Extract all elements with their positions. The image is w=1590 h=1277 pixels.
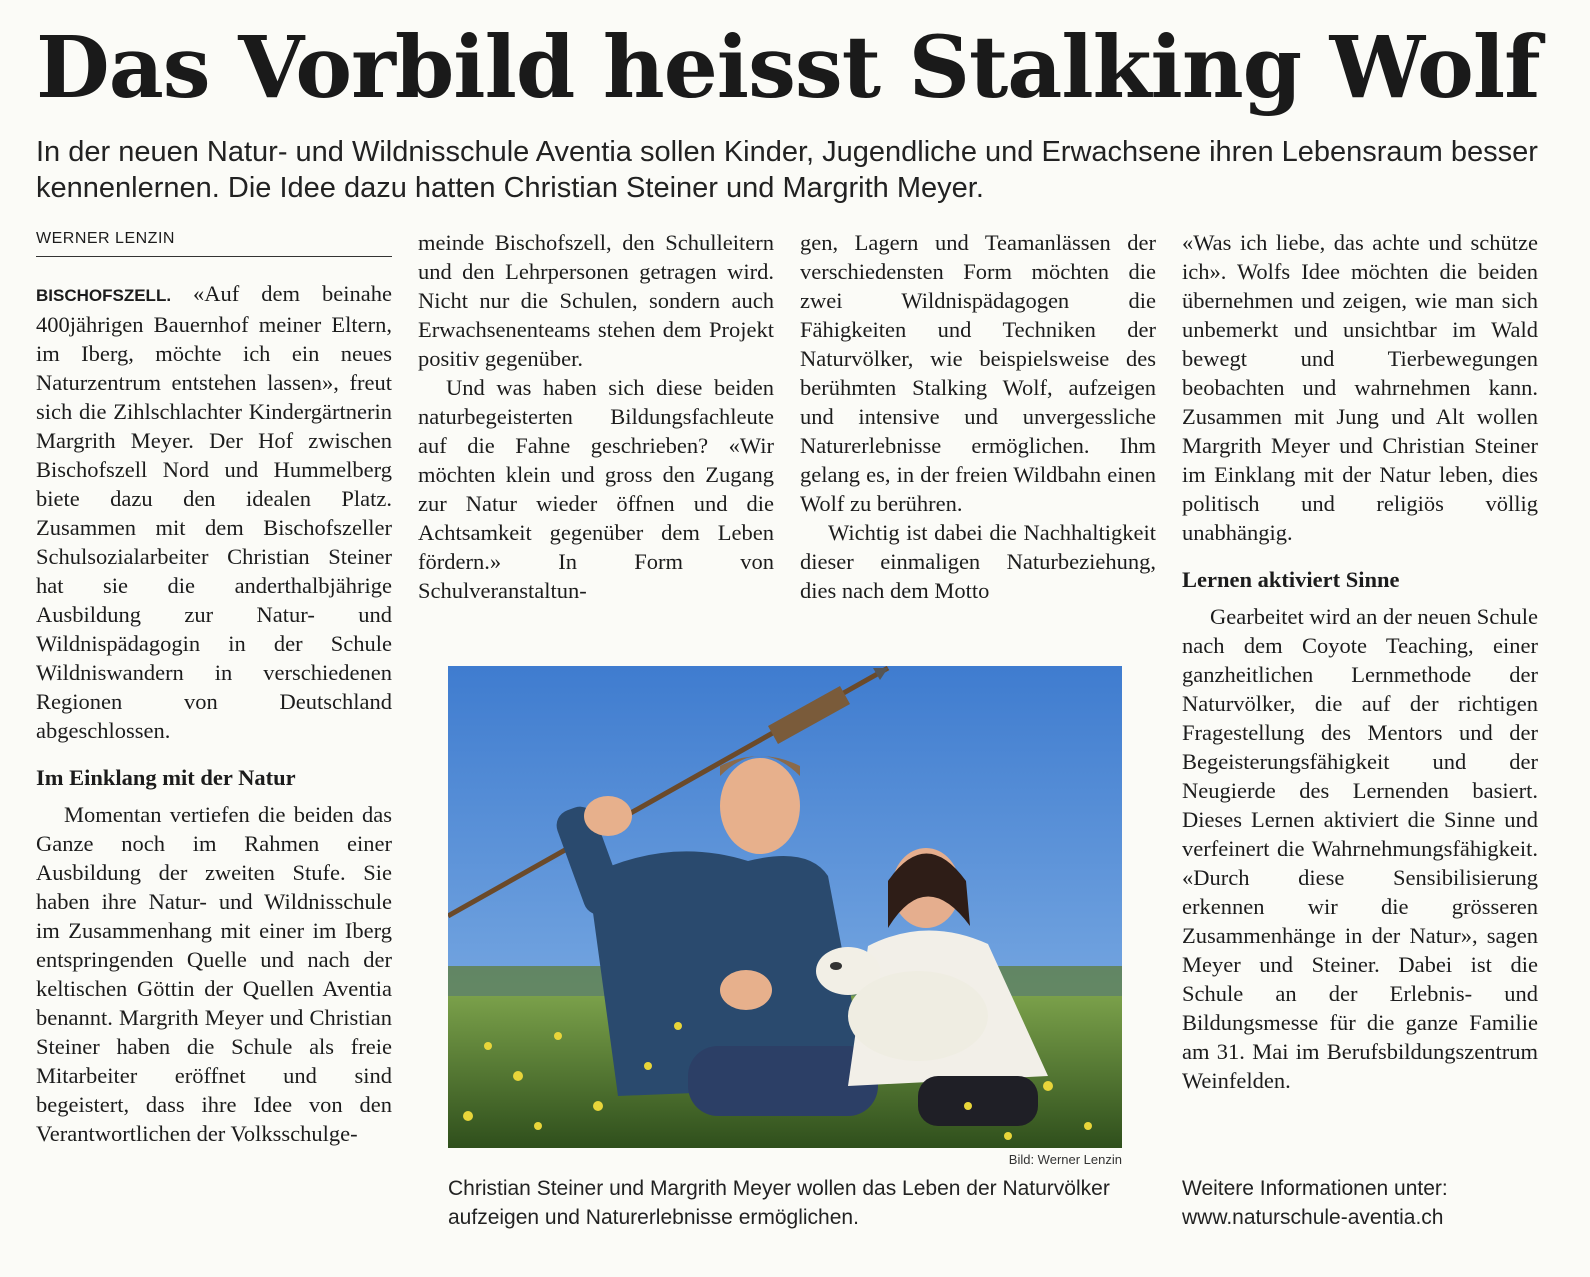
paragraph: Und was haben sich diese beiden naturbegeisterten Bildungsfachleute auf die Fahne geschrieben? «Wir möchten klein und gross den Zugang zur Natur wieder öffnen und die Achtsamkeit gegenüber dem Leben fördern.» In Form von Schulveranstaltun- [418, 375, 774, 603]
paragraph: Wichtig ist dabei die Nachhaltigkeit dieser einmaligen Naturbeziehung, dies nach dem Motto [800, 520, 1156, 603]
paragraph: gen, Lagern und Teamanlässen der verschiedensten Form möchten die zwei Wildnispädagogen die Fähigkeiten und Techniken der Naturvölker, wie beispielsweise des berühmten Stalking Wolf, aufzeigen und intensive und unvergessliche Naturerlebnisse ermöglichen. Ihm gelang es, in der freien Wildbahn einen Wolf zu berühren. [800, 230, 1156, 516]
article-column-3 [800, 228, 1156, 605]
website-link[interactable]: www.naturschule-aventia.ch [1182, 1206, 1444, 1229]
photo-credit: Bild: Werner Lenzin [1008, 1152, 1122, 1167]
dateline: BISCHOFSZELL. [36, 286, 172, 305]
info-box [1182, 1174, 1552, 1232]
lead-paragraph: In der neuen Natur- und Wildnisschule Aventia sollen Kinder, Jugendliche und Erwachsene ihren Lebensraum besser kennenlernen. Die Idee dazu hatten Christian Steiner und Margrith Meyer. [36, 136, 1538, 204]
paragraph: Gearbeitet wird an der neuen Schule nach dem Coyote Teaching, einer ganzheitlichen Lernmethode der Naturvölker, die auf der richtigen Fragestellung des Mentors und der Begeisterungsfähigkeit und der Neugierde des Lernenden basiert. Dieses Lernen aktiviert die Sinne und verfeinert die Wahrnehmungsfähigkeit. «Durch diese Sensibilisierung erkennen wir die grösseren Zusammenhänge in der Natur», sagen Meyer und Steiner. Dabei ist die Schule an der Erlebnis- und Bildungsmesse für die ganze Familie am 31. Mai im Berufsbildungszentrum Weinfelden. [1182, 604, 1538, 1093]
article-photo [448, 666, 1122, 1148]
article-column-2 [418, 228, 774, 605]
subhead-lernen: Lernen aktiviert Sinne [1182, 567, 1400, 592]
subhead-einklang: Im Einklang mit der Natur [36, 765, 296, 790]
paragraph: meinde Bischofszell, den Schulleitern und den Lehrpersonen getragen wird. Nicht nur die Schulen, sondern auch Erwachsenenteams stehen dem Projekt positiv gegenüber. [418, 230, 774, 371]
intro-text: «Auf dem beinahe 400jährigen Bauernhof meiner Eltern, im Iberg, möchte ich ein neues Naturzentrum entstehen lassen», freut sich die Zihlschlachter Kindergärtnerin Margrith Meyer. Der Hof zwischen Bischofszell Nord und Hummelberg biete dazu den idealen Platz. Zusammen mit dem Bischofszeller Schulsozialarbeiter Christian Steiner hat sie die anderthalbjährige Ausbildung zur Natur- und Wildnispädagogin in der Schule Wildniswandern in verschiedenen Regionen von Deutschland abgeschlossen. [36, 281, 392, 743]
article-column-1 [36, 228, 392, 1148]
paragraph: Momentan vertiefen die beiden das Ganze noch im Rahmen einer Ausbildung der zweiten Stufe. Sie haben ihre Natur- und Wildnisschule im Zusammenhang mit einer im Iberg entspringenden Quelle und nach der keltischen Göttin der Quellen Aventia benannt. Margrith Meyer und Christian Steiner haben die Schule als freie Mitarbeiter eröffnet und sind begeistert, dass ihre Idee von den Verantwortlichen der Volksschulge- [36, 802, 392, 1146]
photo-illustration [448, 666, 1122, 1148]
byline: WERNER LENZIN [36, 228, 392, 257]
info-label: Weitere Informationen unter: [1182, 1177, 1448, 1200]
headline: Das Vorbild heisst Stalking Wolf [36, 18, 1540, 118]
paragraph: «Was ich liebe, das achte und schütze ich». Wolfs Idee möchten die beiden übernehmen und zeigen, wie man sich unbemerkt und unsichtbar im Wald bewegt und Tierbewegungen beobachten und wahrnehmen kann. Zusammen mit Jung und Alt wollen Margrith Meyer und Christian Steiner im Einklang mit der Natur leben, dies politisch und religiös völlig unabhängig. [1182, 230, 1538, 545]
intro-paragraph [36, 279, 392, 745]
article-column-4 [1182, 228, 1538, 1095]
photo-caption: Christian Steiner und Margrith Meyer wollen das Leben der Naturvölker aufzeigen und Naturerlebnisse ermöglichen. [448, 1177, 1110, 1229]
